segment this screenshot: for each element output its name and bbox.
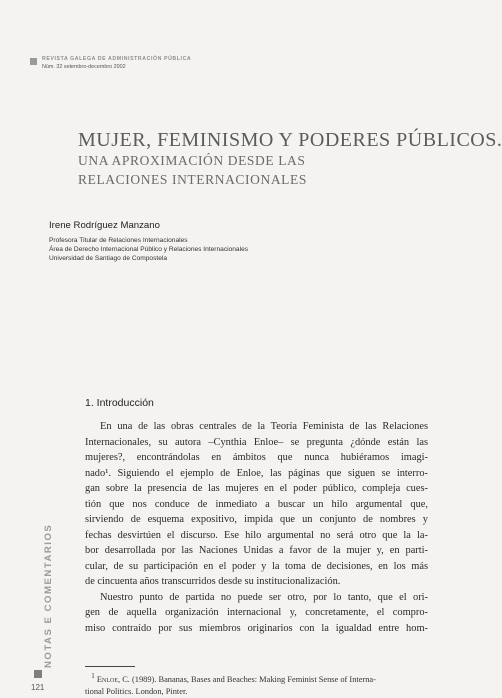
body-line: nado¹. Siguiendo el ejemplo de Enloe, las páginas que siguen se interro- bbox=[85, 467, 428, 479]
journal-name: REVISTA GALEGA DE ADMINISTRACIÓN PÚBLICA bbox=[42, 56, 192, 62]
section-label-vertical: NOTAS E COMENTARIOS bbox=[43, 523, 54, 668]
subtitle-line: RELACIONES INTERNACIONALES bbox=[78, 172, 307, 187]
body-line: tión que nos conduce de inmediato a buscar un hilo argumental que, bbox=[85, 498, 428, 510]
affiliation-line: Área de Derecho Internacional Público y Relaciones Internacionales bbox=[49, 246, 249, 254]
body-line: de cincuenta años transcurridos desde su institucionalización. bbox=[85, 576, 341, 587]
body-line: sirviendo de esquema expositivo, impida que un conjunto de nombres y bbox=[85, 514, 428, 525]
body-line: mujeres?, encontrándolas en ámbitos que nunca hubiéramos imagi- bbox=[85, 452, 428, 463]
article-subtitle bbox=[78, 151, 307, 189]
body-line: gen de aquella organización internacional y, concretamente, el compro- bbox=[85, 607, 428, 618]
header-square-mark bbox=[30, 58, 37, 65]
section-heading: 1. Introducción bbox=[85, 397, 154, 409]
footnote-text: tional Politics. London, Pinter. bbox=[85, 686, 188, 696]
affiliation-line: Profesora Titular de Relaciones Internacionales bbox=[49, 237, 188, 244]
footnote-author: Enloe bbox=[96, 674, 118, 684]
affiliation-line: Universidad de Santiago de Compostela bbox=[49, 255, 168, 263]
page-number: 121 bbox=[31, 683, 45, 692]
author-name: Irene Rodríguez Manzano bbox=[49, 220, 160, 231]
footnote-rule bbox=[85, 666, 135, 667]
article-title: MUJER, FEMINISMO Y PODERES PÚBLICOS. bbox=[78, 129, 502, 151]
body-line: Nuestro punto de partida no puede ser otro, por lo tanto, que el ori- bbox=[100, 591, 428, 603]
body-text bbox=[85, 419, 428, 636]
body-line: bor desarrollada por las Naciones Unidas a favor de la mujer y, en parti- bbox=[85, 545, 428, 556]
body-line: cular, de su participación en el poder y la toma de decisiones, en los más bbox=[85, 560, 428, 572]
body-line: fechas desvirtúen el discurso. Ese hilo argumental no será otro que la la- bbox=[85, 529, 428, 541]
body-line: miso contraído por sus miembros originarios con la igualdad entre hom- bbox=[85, 622, 428, 634]
body-line: Internacionales, su autora –Cynthia Enloe– se pregunta ¿dónde están las bbox=[85, 436, 428, 448]
footnote-text: , C. (1989). Bananas, Bases and Beaches: Making Feminist Sense of Interna- bbox=[118, 674, 376, 684]
author-affiliation bbox=[49, 236, 248, 264]
issue-info: Núm. 32 setembro-decembro 2002 bbox=[42, 64, 126, 70]
footnote bbox=[85, 670, 428, 698]
body-line: gan sobre la presencia de las mujeres en el poder público, compleja cues- bbox=[85, 483, 428, 494]
footnote-number: 1 bbox=[91, 672, 95, 680]
subtitle-line: UNA APROXIMACIÓN DESDE LAS bbox=[78, 153, 306, 168]
body-line: En una de las obras centrales de la Teoría Feminista de las Relaciones bbox=[100, 421, 428, 432]
margin-square-mark bbox=[34, 670, 42, 678]
